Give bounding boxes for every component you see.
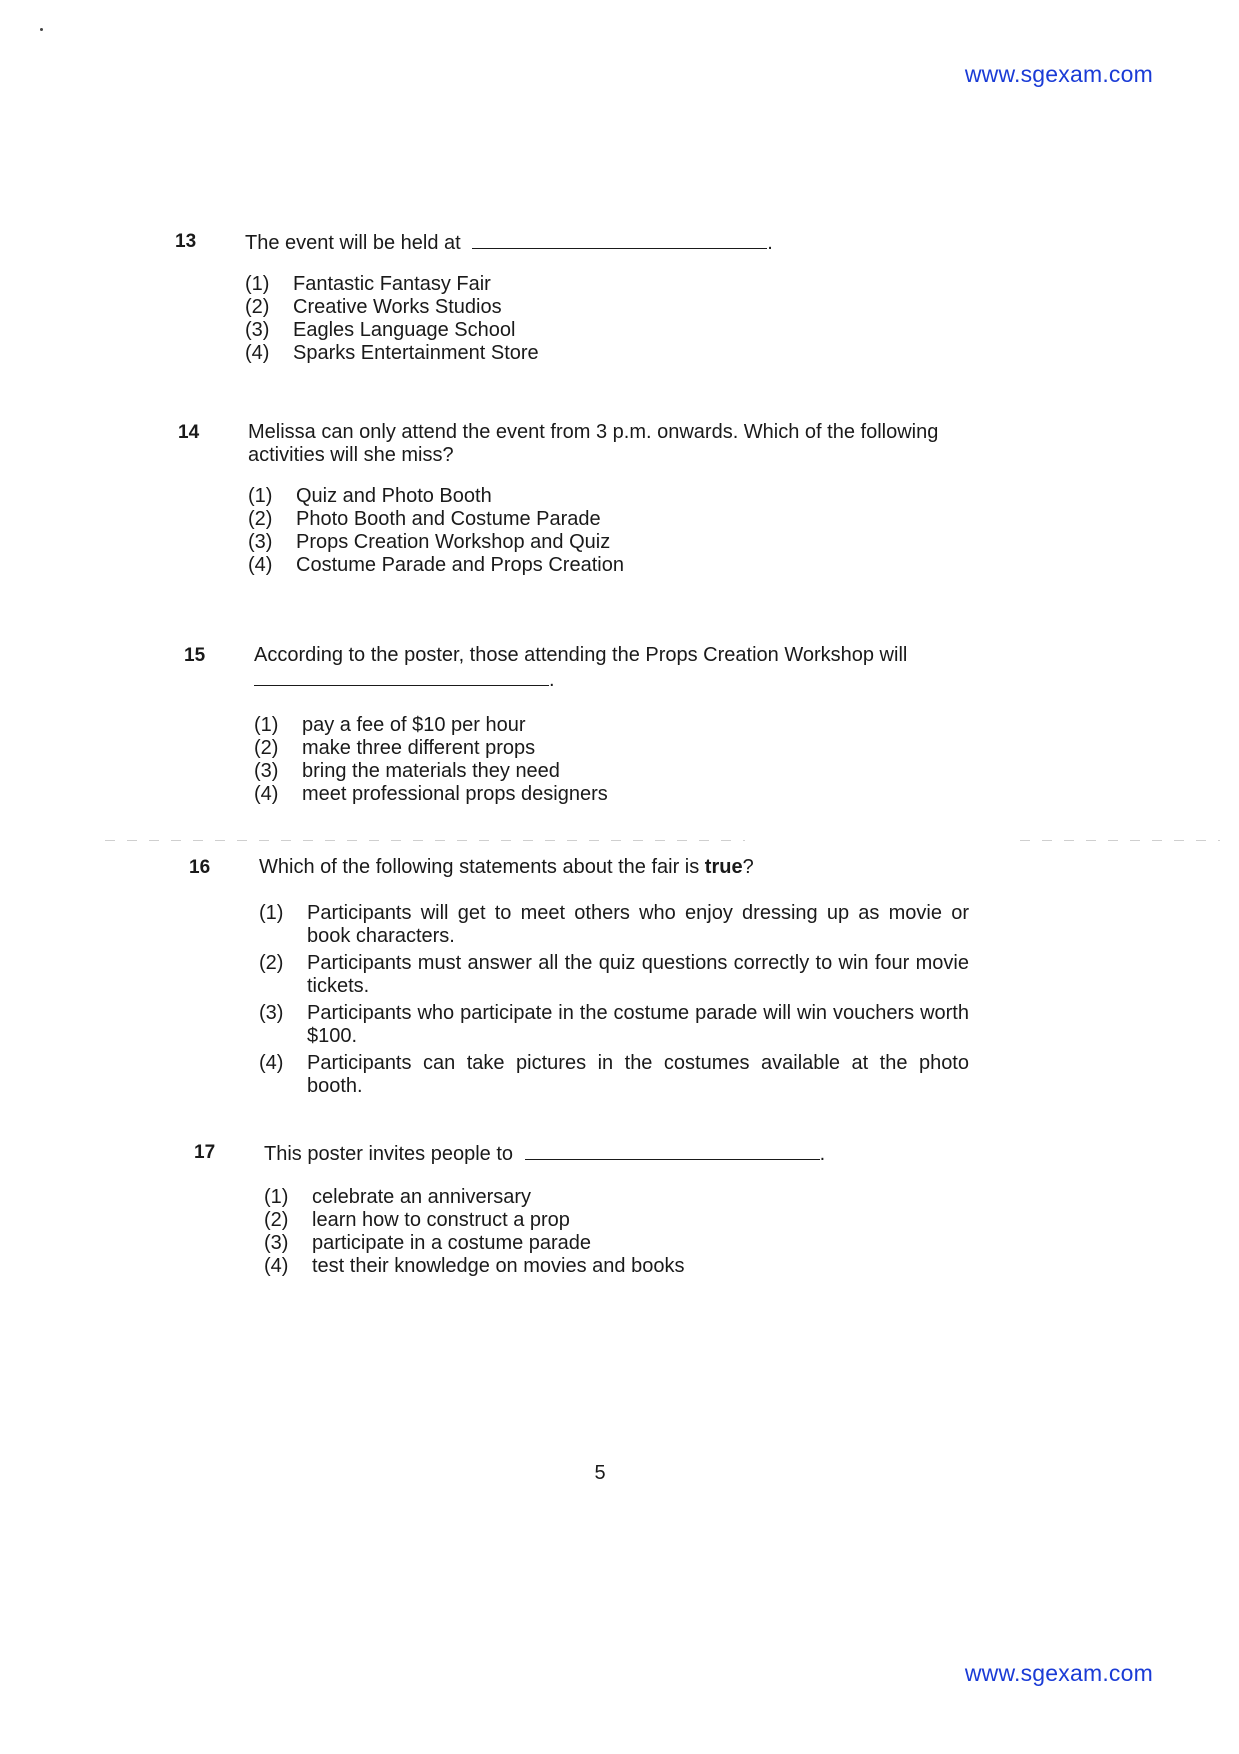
question-number: 13 <box>175 231 197 252</box>
question-number: 17 <box>194 1142 216 1163</box>
option-item <box>259 902 969 948</box>
option-item <box>248 508 978 531</box>
emphasis-word: true <box>704 856 743 878</box>
options-list <box>254 714 984 806</box>
page-number: 5 <box>594 1462 606 1484</box>
option-item <box>248 485 978 508</box>
option-item <box>245 273 975 296</box>
question-13 <box>175 230 975 365</box>
option-item <box>248 531 978 554</box>
question-end: . <box>819 1143 826 1165</box>
question-number: 15 <box>184 645 206 666</box>
option-label: (2) <box>248 508 273 530</box>
option-item <box>248 554 978 577</box>
option-text: Costume Parade and Props Creation <box>296 554 624 576</box>
question-stem: According to the poster, those attending the Props Creation Workshop will <box>254 644 908 666</box>
option-label: (3) <box>264 1232 289 1254</box>
option-label: (1) <box>264 1186 289 1208</box>
option-label: (4) <box>264 1255 289 1277</box>
option-item <box>245 319 975 342</box>
option-item <box>264 1232 994 1255</box>
question-text <box>254 644 984 692</box>
option-item <box>264 1186 994 1209</box>
answer-blank <box>254 667 549 686</box>
option-text: Participants who participate in the costume parade will win vouchers worth $100. <box>307 1002 969 1047</box>
option-text: Participants can take pictures in the costumes available at the photo booth. <box>307 1052 969 1097</box>
option-label: (3) <box>259 1002 284 1024</box>
option-label: (4) <box>245 342 270 364</box>
option-text: Props Creation Workshop and Quiz <box>296 531 611 553</box>
question-text: Melissa can only attend the event from 3 p.m. onwards. Which of the following activities will she miss? <box>248 421 939 466</box>
option-item <box>264 1255 994 1278</box>
option-text: meet professional props designers <box>302 783 608 805</box>
question-stem: This poster invites people to <box>264 1143 514 1165</box>
option-label: (1) <box>254 714 279 736</box>
option-label: (3) <box>254 760 279 782</box>
answer-blank <box>472 230 767 249</box>
option-item <box>254 737 984 760</box>
option-text: Quiz and Photo Booth <box>296 485 492 507</box>
option-text: Eagles Language School <box>293 319 516 341</box>
question-stem: The event will be held at <box>245 232 461 254</box>
option-text: celebrate an anniversary <box>312 1186 532 1208</box>
option-item <box>254 760 984 783</box>
option-text: Photo Booth and Costume Parade <box>296 508 601 530</box>
option-text: test their knowledge on movies and books <box>312 1255 685 1277</box>
question-16 <box>189 856 989 1098</box>
options-list <box>245 273 975 365</box>
options-list <box>259 902 969 1098</box>
watermark-top[interactable]: www.sgexam.com <box>964 61 1153 87</box>
option-text: Participants will get to meet others who enjoy dressing up as movie or book characters. <box>307 902 969 947</box>
question-17 <box>194 1141 994 1278</box>
option-label: (2) <box>264 1209 289 1231</box>
option-label: (4) <box>259 1052 284 1074</box>
option-item <box>245 342 975 365</box>
options-list <box>264 1186 994 1278</box>
option-text: Fantastic Fantasy Fair <box>293 273 491 295</box>
option-label: (2) <box>254 737 279 759</box>
question-text <box>245 230 975 255</box>
option-label: (4) <box>248 554 273 576</box>
option-label: (1) <box>259 902 284 924</box>
option-item <box>264 1209 994 1232</box>
question-end: . <box>767 232 773 254</box>
option-label: (1) <box>248 485 273 507</box>
question-text <box>259 856 989 879</box>
options-list <box>248 485 978 577</box>
option-text: participate in a costume parade <box>312 1232 592 1254</box>
option-text: learn how to construct a prop <box>312 1209 570 1231</box>
option-item <box>254 783 984 806</box>
option-item <box>259 952 969 998</box>
scan-fold-line <box>105 840 745 841</box>
option-text: make three different props <box>302 737 536 759</box>
option-label: (4) <box>254 783 279 805</box>
scan-fold-line-right <box>1020 840 1220 841</box>
option-text: pay a fee of $10 per hour <box>302 714 526 736</box>
option-text: bring the materials they need <box>302 760 560 782</box>
option-item <box>254 714 984 737</box>
question-end: . <box>549 669 555 691</box>
question-text <box>264 1141 994 1166</box>
option-text: Sparks Entertainment Store <box>293 342 539 364</box>
option-label: (3) <box>248 531 273 553</box>
option-label: (3) <box>245 319 270 341</box>
option-label: (1) <box>245 273 270 295</box>
option-label: (2) <box>259 952 284 974</box>
option-item <box>259 1052 969 1098</box>
question-number: 16 <box>189 857 211 878</box>
option-item <box>245 296 975 319</box>
question-14 <box>178 421 978 577</box>
question-number: 14 <box>178 422 200 443</box>
question-15 <box>184 644 984 806</box>
option-label: (2) <box>245 296 270 318</box>
watermark-bottom[interactable]: www.sgexam.com <box>964 1660 1153 1686</box>
option-item <box>259 1002 969 1048</box>
question-end: ? <box>742 856 754 878</box>
scan-speck <box>40 28 43 31</box>
answer-blank <box>525 1141 820 1160</box>
question-stem: Which of the following statements about the fair is <box>259 856 700 878</box>
option-text: Participants must answer all the quiz questions correctly to win four movie tickets. <box>307 952 969 997</box>
option-text: Creative Works Studios <box>293 296 502 318</box>
